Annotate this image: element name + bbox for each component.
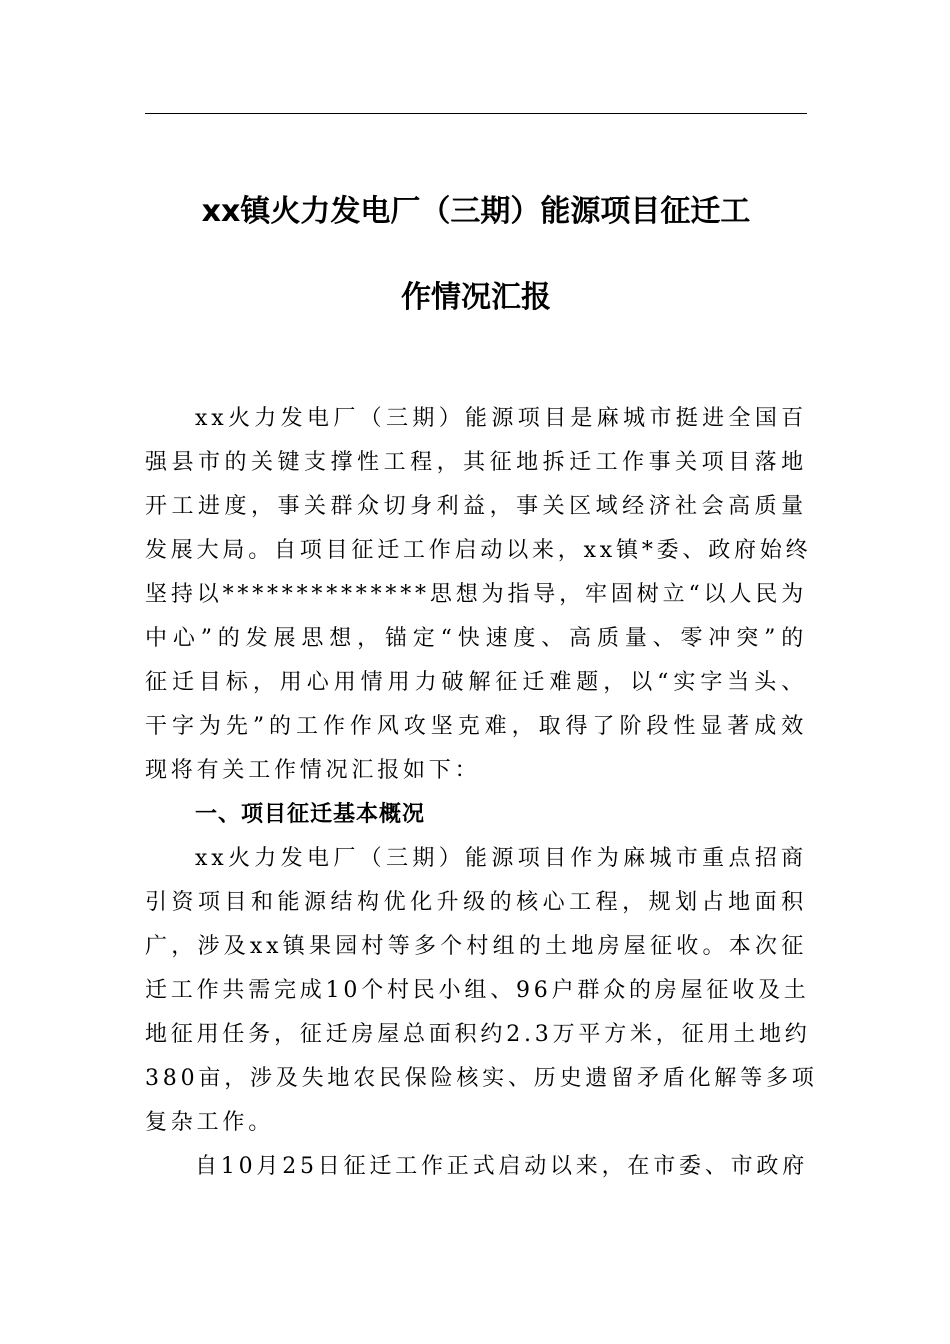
document-title-line-1: xx镇火力发电厂（三期）能源项目征迁工 xyxy=(201,194,751,229)
header-rule xyxy=(145,113,807,114)
paragraph-line: xx火力发电厂（三期）能源项目是麻城市挺进全国百 xyxy=(195,406,807,431)
document-title-line-2: 作情况汇报 xyxy=(401,280,551,315)
paragraph-line: 征迁目标，用心用情用力破解征迁难题，以“实字当头、 xyxy=(145,670,807,695)
paragraph-line: 地征用任务，征迁房屋总面积约2.3万平方米，征用土地约 xyxy=(145,1022,811,1047)
intro-paragraph xyxy=(145,397,812,793)
paragraph-line: 引资项目和能源结构优化升级的核心工程，规划占地面积 xyxy=(145,890,807,915)
progress-paragraph xyxy=(145,1145,807,1189)
paragraph-line: 强县市的关键支撑性工程，其征地拆迁工作事关项目落地 xyxy=(145,450,807,475)
paragraph-line: 复杂工作。 xyxy=(145,1110,275,1135)
document-title xyxy=(145,192,807,318)
paragraph-line: 广，涉及xx镇果园村等多个村组的土地房屋征收。本次征 xyxy=(145,934,807,959)
paragraph-line: xx火力发电厂（三期）能源项目作为麻城市重点招商 xyxy=(195,846,807,871)
paragraph-line: 坚持以**************思想为指导，牢固树立“以人民为 xyxy=(145,582,807,607)
paragraph-line: 干字为先”的工作作风攻坚克难，取得了阶段性显著成效 xyxy=(145,714,807,739)
paragraph-line: 发展大局。自项目征迁工作启动以来，xx镇*委、政府始终 xyxy=(145,538,812,563)
paragraph-line: 中心”的发展思想，锚定“快速度、高质量、零冲突”的 xyxy=(145,626,807,651)
paragraph-line: 380亩，涉及失地农民保险核实、历史遗留矛盾化解等多项 xyxy=(145,1066,818,1091)
paragraph-line: 现将有关工作情况汇报如下： xyxy=(145,758,481,783)
paragraph-line: 自10月25日征迁工作正式启动以来，在市委、市政府 xyxy=(195,1154,808,1179)
paragraph-line: 开工进度，事关群众切身利益，事关区域经济社会高质量 xyxy=(145,494,807,519)
paragraph-line: 迁工作共需完成10个村民小组、96户群众的房屋征收及土 xyxy=(145,978,810,1003)
section-heading-1: 一、项目征迁基本概况 xyxy=(195,802,426,827)
overview-paragraph xyxy=(145,837,818,1145)
document-body xyxy=(145,397,818,1189)
